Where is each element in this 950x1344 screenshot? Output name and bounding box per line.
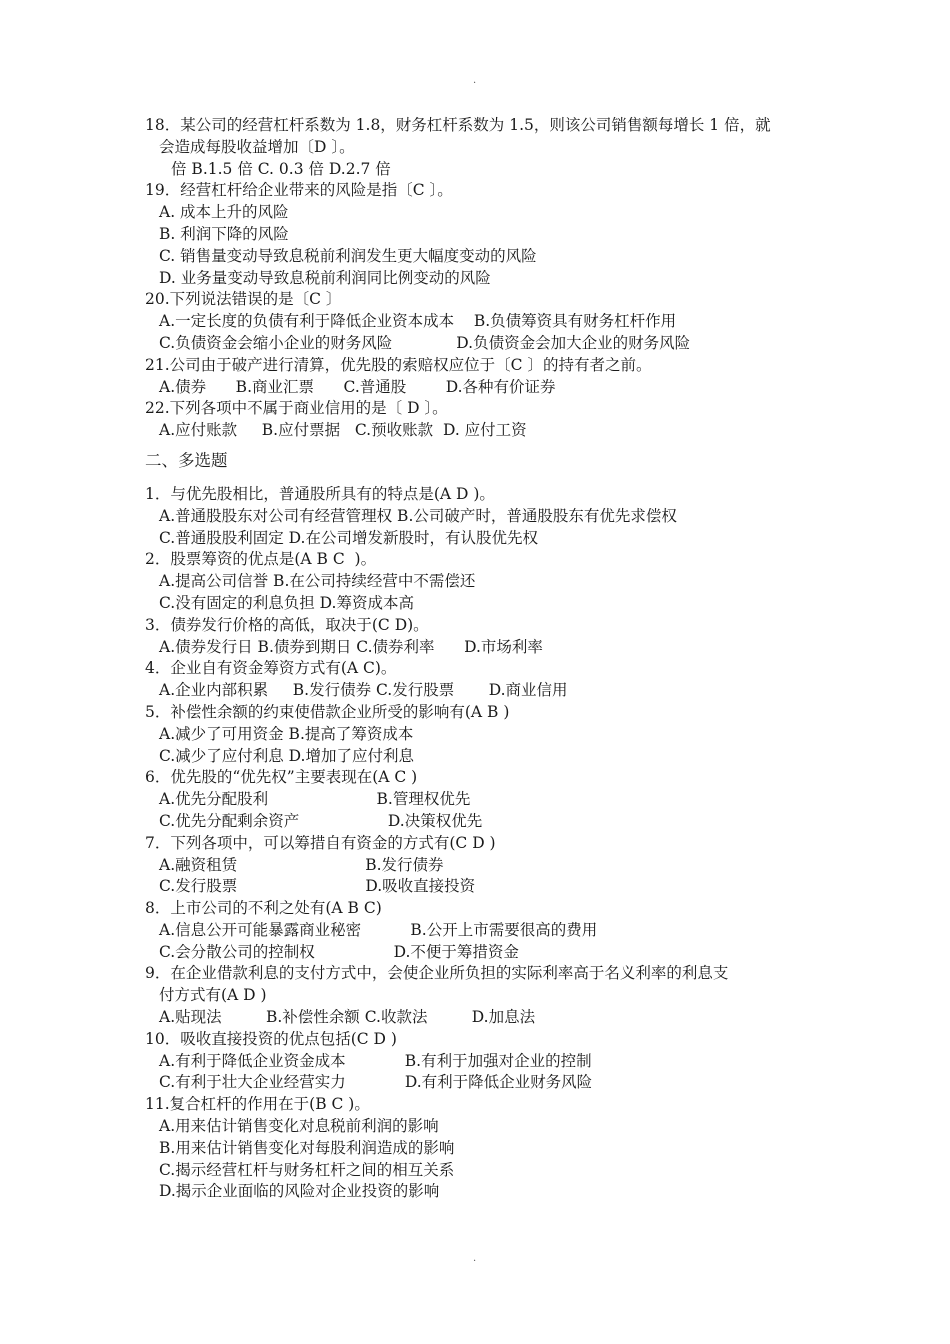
question-line: 18．某公司的经营杠杆系数为 1.8，财务杠杆系数为 1.5，则该公司销售额每增长 1 倍，就 xyxy=(145,116,771,134)
question-line: 10．吸收直接投资的优点包括(C D ) xyxy=(145,1029,397,1048)
option-line: A.贴现法 B.补偿性余额 C.收款法 D.加息法 xyxy=(159,1008,536,1027)
option-line: C. 销售量变动导致息税前利润发生更大幅度变动的风险 xyxy=(159,246,537,265)
footer-dot: . xyxy=(473,1253,477,1264)
question-line: 21.公司由于破产进行清算，优先股的索赔权应位于〔C 〕的持有者之前。 xyxy=(145,355,652,374)
option-line: D.揭示企业面临的风险对企业投资的影响 xyxy=(159,1182,440,1201)
option-line: A.债券 B.商业汇票 C.普通股 D.各种有价证券 xyxy=(159,377,556,396)
option-line: A.优先分配股利 B.管理权优先 xyxy=(159,790,471,809)
option-line: 会造成每股收益增加〔D 〕。 xyxy=(159,137,355,156)
question-line: 2．股票筹资的优点是(A B C )。 xyxy=(145,550,377,569)
option-line: A.融资租赁 B.发行债券 xyxy=(159,855,444,874)
option-line: C.减少了应付利息 D.增加了应付利息 xyxy=(159,746,414,765)
option-line: A.企业内部积累 B.发行债券 C.发行股票 D.商业信用 xyxy=(159,681,568,700)
question-line: 7．下列各项中，可以筹措自有资金的方式有(C D ) xyxy=(145,833,496,852)
document-page xyxy=(145,115,825,1203)
question-line: 22.下列各项中不属于商业信用的是〔 D 〕。 xyxy=(145,399,448,418)
option-line: C.负债资金会缩小企业的财务风险 D.负债资金会加大企业的财务风险 xyxy=(159,333,691,352)
question-line: 8．上市公司的不利之处有(A B C) xyxy=(145,899,382,918)
section-heading: 二、多选题 xyxy=(145,450,228,470)
question-line: 19．经营杠杆给企业带来的风险是指〔C 〕。 xyxy=(145,181,453,200)
option-line: A.用来估计销售变化对息税前利润的影响 xyxy=(159,1117,439,1136)
option-line: A.一定长度的负债有利于降低企业资本成本 B.负债筹资具有财务杠杆作用 xyxy=(159,312,677,331)
option-line: D. 业务量变动导致息税前利润同比例变动的风险 xyxy=(159,268,491,287)
option-line: C.普通股股利固定 D.在公司增发新股时，有认股优先权 xyxy=(159,528,538,547)
option-line: A.普通股股东对公司有经营管理权 B.公司破产时，普通股股东有优先求偿权 xyxy=(159,506,677,525)
option-line: C.没有固定的利息负担 D.筹资成本高 xyxy=(159,593,414,612)
option-line: C.发行股票 D.吸收直接投资 xyxy=(159,877,476,896)
option-line: B. 利润下降的风险 xyxy=(159,224,289,243)
option-line: A.债券发行日 B.债券到期日 C.债券利率 D.市场利率 xyxy=(159,637,543,656)
question-line: 4．企业自有资金筹资方式有(A C)。 xyxy=(145,659,397,678)
option-line: C.优先分配剩余资产 D.决策权优先 xyxy=(159,811,483,830)
option-line: C.有利于壮大企业经营实力 D.有利于降低企业财务风险 xyxy=(159,1073,593,1092)
option-line: A.应付账款 B.应付票据 C.预收账款 D. 应付工资 xyxy=(159,421,527,440)
option-line: A.信息公开可能暴露商业秘密 B.公开上市需要很高的费用 xyxy=(159,920,598,939)
header-dot: . xyxy=(473,75,477,86)
option-line: A.提高公司信誉 B.在公司持续经营中不需偿还 xyxy=(159,572,476,591)
question-line: 11.复合杠杆的作用在于(B C )。 xyxy=(145,1095,370,1114)
question-line: 9．在企业借款利息的支付方式中，会使企业所负担的实际利率高于名义利率的利息支 xyxy=(145,964,729,983)
question-line: 5．补偿性余额的约束使借款企业所受的影响有(A B ) xyxy=(145,702,510,721)
option-line: C.会分散公司的控制权 D.不便于筹措资金 xyxy=(159,942,519,961)
option-line: A.减少了可用资金 B.提高了筹资成本 xyxy=(159,724,414,743)
question-line: 6．优先股的“优先权”主要表现在(A C ) xyxy=(145,768,418,787)
option-line: 付方式有(A D ) xyxy=(159,986,267,1005)
option-line: C.揭示经营杠杆与财务杠杆之间的相互关系 xyxy=(159,1160,455,1179)
question-line: 20.下列说法错误的是〔C 〕 xyxy=(145,290,342,309)
question-line: 1．与优先股相比，普通股所具有的特点是(A D )。 xyxy=(145,484,495,503)
option-line: A. 成本上升的风险 xyxy=(159,203,289,222)
question-line: 3．债券发行价格的高低，取决于(C D)。 xyxy=(145,615,429,634)
option-line: 倍 B.1.5 倍 C. 0.3 倍 D.2.7 倍 xyxy=(171,159,391,178)
option-line: B.用来估计销售变化对每股利润造成的影响 xyxy=(159,1138,455,1157)
option-line: A.有利于降低企业资金成本 B.有利于加强对企业的控制 xyxy=(159,1051,592,1070)
